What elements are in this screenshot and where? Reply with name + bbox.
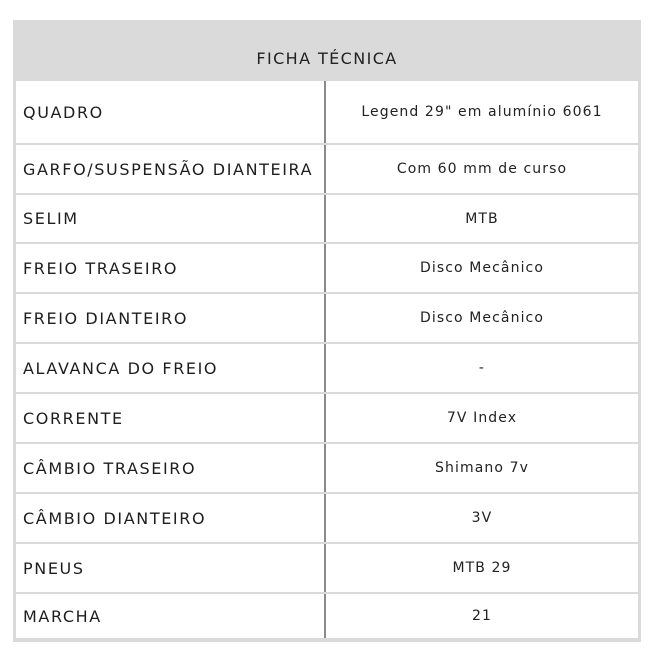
table-row — [16, 81, 638, 143]
table-body — [16, 81, 638, 638]
row-value: Disco Mecânico — [419, 260, 545, 276]
table-row — [16, 145, 638, 193]
row-label: MARCHA — [23, 606, 102, 626]
table-row — [16, 195, 638, 242]
row-value: 21 — [471, 608, 492, 624]
row-value: MTB 29 — [452, 560, 512, 576]
row-value: Legend 29" em alumínio 6061 — [361, 104, 603, 120]
table-row — [16, 544, 638, 592]
row-value: - — [478, 360, 486, 376]
table-row — [16, 244, 638, 292]
table-row — [16, 444, 638, 492]
table-row — [16, 344, 638, 392]
row-label: FREIO DIANTEIRO — [23, 308, 189, 328]
table-row — [16, 594, 638, 638]
row-value: 3V — [471, 510, 493, 526]
row-label: FREIO TRASEIRO — [23, 258, 179, 278]
row-label: CÂMBIO DIANTEIRO — [23, 508, 207, 528]
table-row — [16, 494, 638, 542]
table-row — [16, 294, 638, 342]
row-value: Shimano 7v — [435, 460, 529, 476]
row-label: GARFO/SUSPENSÃO DIANTEIRA — [23, 159, 314, 179]
spec-table — [13, 20, 641, 642]
row-label: QUADRO — [23, 102, 104, 122]
row-label: PNEUS — [23, 558, 85, 578]
row-label: ALAVANCA DO FREIO — [23, 358, 219, 378]
row-label: CÂMBIO TRASEIRO — [23, 458, 197, 478]
table-row — [16, 394, 638, 442]
row-value: Disco Mecânico — [419, 310, 545, 326]
row-label: CORRENTE — [23, 408, 124, 428]
row-value: MTB — [465, 210, 499, 227]
row-label: SELIM — [23, 209, 79, 228]
row-value: 7V Index — [446, 410, 518, 426]
row-value: Com 60 mm de curso — [396, 161, 568, 177]
table-title: FICHA TÉCNICA — [256, 48, 398, 68]
